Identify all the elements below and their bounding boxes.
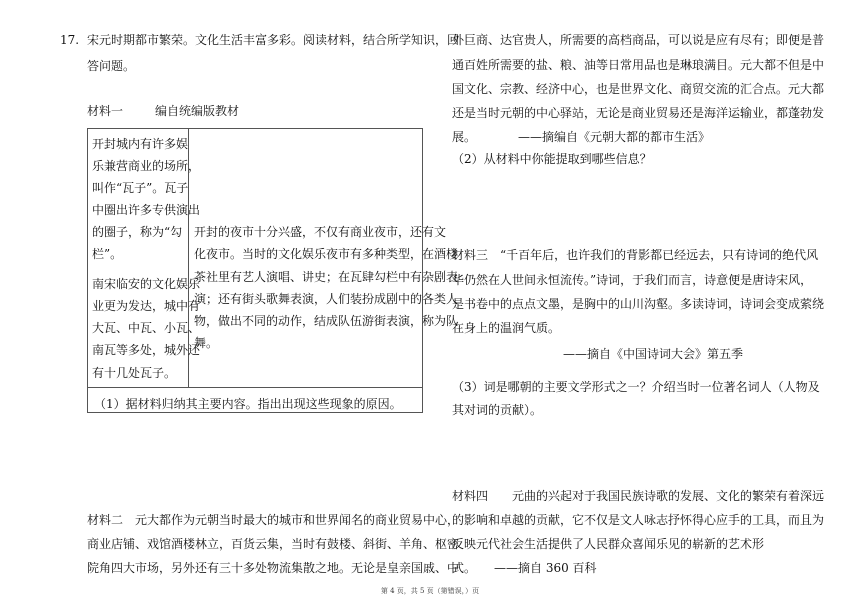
table-right-line: 舞。	[194, 336, 219, 350]
table-left-line: 叫作“瓦子”。瓦子	[92, 181, 189, 195]
table-left-line: 开封城内有许多娱	[92, 137, 189, 151]
table-right-line: 化夜市。当时的文化娱乐夜市有多种类型，在酒楼	[194, 247, 459, 261]
table-left-line: 的圈子，称为“勾	[92, 225, 183, 239]
material-3-line: 华仍然在人世间永恒流传。”诗词，于我们而言，诗意便是唐诗宋风，	[452, 273, 813, 287]
question-3-line: 其对词的贡献）。	[452, 403, 543, 417]
material-2-line: 院角四大市场，另外还有三十多处物流集散之地。无论是皇亲国戚、中	[87, 561, 460, 575]
material-3-line: 是书卷中的点点文墨，是胸中的山川沟壑。多读诗词，诗词会变成萦绕	[452, 297, 825, 311]
question-3-line: （3）词是哪朝的主要文学形式之一？介绍当时一位著名词人（人物及	[452, 380, 820, 394]
question-17-line-1: 宋元时期都市繁荣。文化生活丰富多彩。阅读材料，结合所学知识，回	[87, 33, 460, 47]
material-2-source-line: 展。 ——摘编自《元朝大都的都市生活》	[452, 130, 711, 144]
material-2-line: 材料二 元大都作为元朝当时最大的城市和世界闻名的商业贸易中心，	[87, 513, 460, 527]
table-right-line: 演；还有街头歌舞表演，人们装扮成剧中的各类人	[194, 292, 459, 306]
material-1-table	[87, 128, 459, 413]
material-2-continued-line: 还是当时元朝的中心驿站，无论是商业贸易还是海洋运输业，都蓬勃发	[452, 106, 825, 120]
material-4-line: 的影响和卓越的贡献，它不仅是文人咏志抒怀得心应手的工具，而且为	[452, 513, 825, 527]
material-3-line: 材料三 “千百年后，也许我们的背影都已经远去，只有诗词的绝代风	[452, 248, 819, 262]
material-4-line: 材料四 元曲的兴起对于我国民族诗歌的发展、文化的繁荣有着深远	[452, 489, 825, 503]
table-left-line: 大瓦、中瓦、小瓦、	[92, 321, 201, 335]
material-2-continued-line: 国文化、宗教、经济中心，也是世界文化、商贸交流的汇合点。元大都	[452, 82, 825, 96]
table-right-line: 物，做出不同的动作，结成队伍游街表演，称为队	[194, 314, 459, 328]
table-left-line: 南瓦等多处，城外还	[92, 343, 201, 357]
page-footer: 第 4 页，共 5 页（第错误，）页	[380, 587, 480, 595]
table-right-line: 开封的夜市十分兴盛，不仅有商业夜市，还有文	[194, 225, 447, 239]
question-17-number: 17.	[60, 33, 80, 47]
question-17-line-2: 答问题。	[87, 59, 136, 73]
material-1-source: 编自统编版教材	[155, 104, 240, 118]
question-1: （1）据材料归纳其主要内容。指出出现这些现象的原因。	[94, 397, 402, 411]
table-row-divider	[88, 387, 422, 388]
material-2-continued-line: 外巨商、达官贵人，所需要的高档商品，可以说是应有尽有；即便是普	[452, 33, 825, 47]
table-left-line: 南宋临安的文化娱乐	[92, 277, 201, 291]
table-left-line: 栏”。	[92, 247, 123, 261]
material-2-line: 商业店铺、戏馆酒楼林立，百货云集，当时有鼓楼、斜街、羊角、枢密	[87, 537, 460, 551]
material-3-source: ——摘自《中国诗词大会》第五季	[563, 347, 744, 361]
table-left-line: 乐兼营商业的场所，	[92, 159, 201, 173]
material-2-continued-line: 通百姓所需要的盐、粮、油等日常用品也是琳琅满目。元大都不但是中	[452, 58, 825, 72]
material-4-line: 反映元代社会生活提供了人民群众喜闻乐见的崭新的艺术形	[452, 537, 765, 551]
table-left-line: 业更为发达，城中有	[92, 299, 201, 313]
table-left-line: 有十几处瓦子。	[92, 366, 177, 380]
question-2: （2）从材料中你能提取到哪些信息？	[452, 152, 652, 166]
table-right-line: 茶社里有艺人演唱、讲史；在瓦肆勾栏中有杂剧表	[194, 270, 459, 284]
material-4-source-line: 式。 ——摘自 360 百科	[452, 561, 597, 575]
table-left-line: 中圈出许多专供演出	[92, 203, 201, 217]
material-3-line: 在身上的温润气质。	[452, 321, 561, 335]
material-1-label: 材料一	[87, 104, 124, 118]
